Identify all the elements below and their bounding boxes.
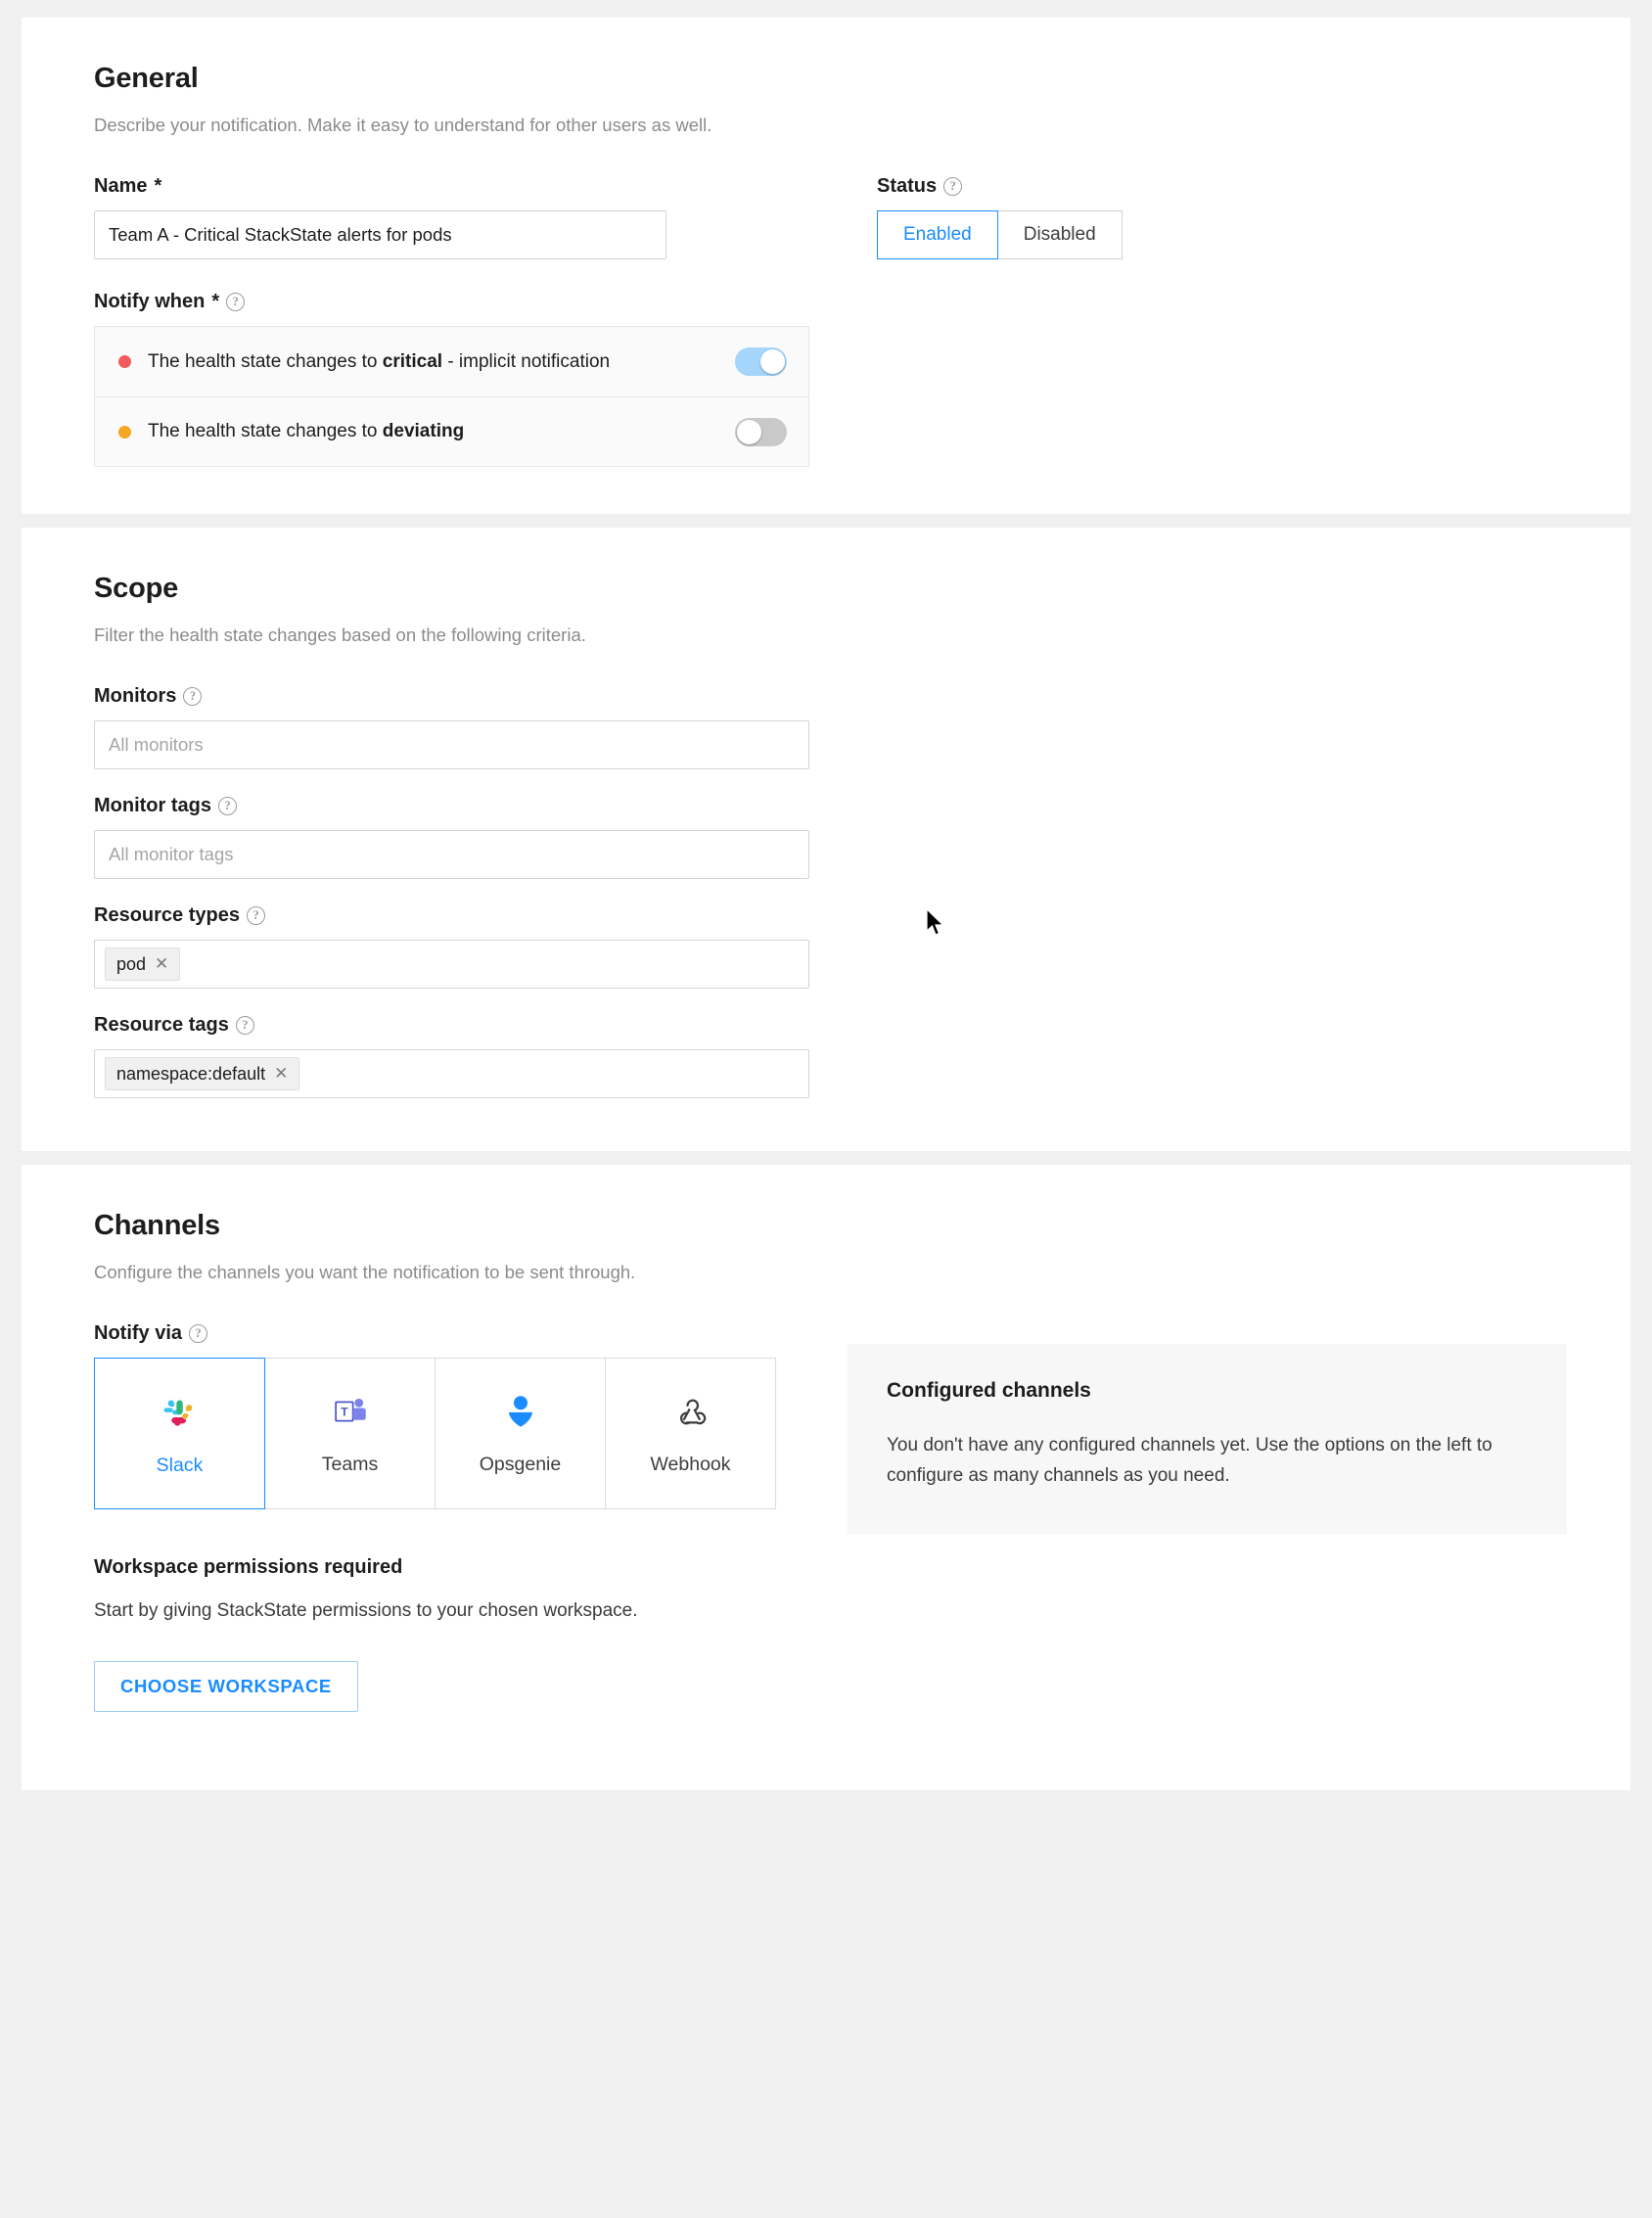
monitor-tags-label [94,795,1558,817]
resource-tags-label-text: Resource tags [94,1014,229,1036]
channel-option-opsgenie[interactable] [435,1358,606,1509]
condition-state: critical [382,350,443,372]
name-input[interactable]: Team A - Critical StackState alerts for pods [94,210,666,259]
channel-label: Slack [156,1455,204,1476]
help-icon[interactable]: ? [943,177,962,196]
workspace-permissions-text: Start by giving StackState permissions to your chosen workspace. [94,1600,638,1621]
slack-icon [159,1390,202,1438]
notify-via-label-text: Notify via [94,1322,183,1344]
condition-text [148,351,735,373]
notify-when-label-text: Notify when [94,291,206,312]
general-columns [94,175,1558,259]
name-label [94,175,808,198]
chip-label: pod [116,953,147,974]
toggle-knob [737,420,761,444]
scope-title: Scope [94,573,179,604]
chip-label: namespace:default [116,1063,266,1084]
status-disabled-button[interactable]: Disabled [997,210,1123,259]
monitors-label-text: Monitors [94,685,177,707]
general-card [22,18,1630,514]
condition-text [148,421,735,442]
help-icon[interactable]: ? [183,687,202,706]
close-icon[interactable]: ✕ [155,954,169,973]
channels-title: Channels [94,1210,220,1241]
notify-via-label [94,1322,779,1345]
monitor-tags-input[interactable]: All monitor tags [94,830,809,879]
general-right-column [808,175,1558,259]
help-icon[interactable]: ? [226,293,245,311]
status-toggle-group [877,210,1558,259]
condition-toggle-critical[interactable] [735,347,787,376]
deviating-state-dot [118,426,131,439]
resource-tags-input[interactable] [94,1049,809,1098]
channels-left-column [94,1322,779,1712]
configured-channels-title: Configured channels [887,1379,1091,1402]
channel-options [94,1358,779,1509]
condition-suffix: - implicit notification [442,350,611,372]
teams-icon [330,1391,371,1437]
spacer [94,879,1558,904]
opsgenie-icon [500,1391,541,1437]
general-title: General [94,63,199,94]
help-icon[interactable]: ? [218,797,237,815]
general-description: Describe your notification. Make it easy to understand for other users as well. [94,115,712,135]
scope-card [22,528,1630,1151]
condition-toggle-deviating[interactable] [735,418,787,446]
workspace-permissions-heading: Workspace permissions required [94,1556,403,1578]
notify-when-label [94,291,1558,313]
resource-types-input[interactable] [94,940,809,989]
status-label [877,175,1558,198]
configured-channels-body: You don't have any configured channels yet. Use the options on the left to configure as many channels as you need. [887,1435,1492,1486]
help-icon[interactable]: ? [189,1324,207,1343]
monitors-label [94,685,1558,708]
name-label-text: Name [94,175,148,197]
chip-resource-type[interactable] [105,947,180,981]
close-icon[interactable]: ✕ [274,1064,289,1083]
channels-description: Configure the channels you want the notification to be sent through. [94,1262,636,1282]
list-item [95,396,808,466]
resource-types-label [94,904,1558,927]
condition-state: deviating [382,421,465,441]
resource-tags-label [94,1014,1558,1037]
webhook-icon [670,1391,711,1437]
toggle-knob [760,349,785,374]
critical-state-dot [118,355,131,368]
condition-prefix: The health state changes to [148,421,383,441]
monitor-tags-label-text: Monitor tags [94,795,211,816]
general-left-column [94,175,808,259]
spacer [94,259,1558,291]
list-item [95,327,808,396]
choose-workspace-button[interactable]: CHOOSE WORKSPACE [94,1661,358,1712]
channels-columns [94,1322,1558,1712]
help-icon[interactable]: ? [247,906,265,925]
notify-when-required-asterisk: * [211,291,220,312]
channel-label: Teams [321,1454,379,1475]
status-enabled-button[interactable]: Enabled [877,210,998,259]
spacer [94,989,1558,1014]
condition-prefix: The health state changes to [148,350,383,372]
spacer [94,769,1558,795]
channel-label: Webhook [650,1454,731,1475]
resource-types-label-text: Resource types [94,904,240,926]
configured-channels-panel [848,1344,1567,1534]
monitors-input[interactable]: All monitors [94,720,809,769]
name-required-asterisk: * [154,175,162,197]
channel-option-teams[interactable] [264,1358,436,1509]
scope-description: Filter the health state changes based on the following criteria. [94,624,586,645]
svg-text:T: T [340,1405,348,1419]
chip-resource-tag[interactable] [105,1057,299,1090]
status-label-text: Status [877,175,938,197]
channel-option-slack[interactable] [94,1358,265,1509]
notify-conditions-list [94,326,809,467]
channels-right-column [779,1322,1567,1534]
channels-card [22,1165,1630,1790]
help-icon[interactable]: ? [236,1016,254,1035]
channel-option-webhook[interactable] [605,1358,776,1509]
channel-label: Opsgenie [479,1454,562,1475]
